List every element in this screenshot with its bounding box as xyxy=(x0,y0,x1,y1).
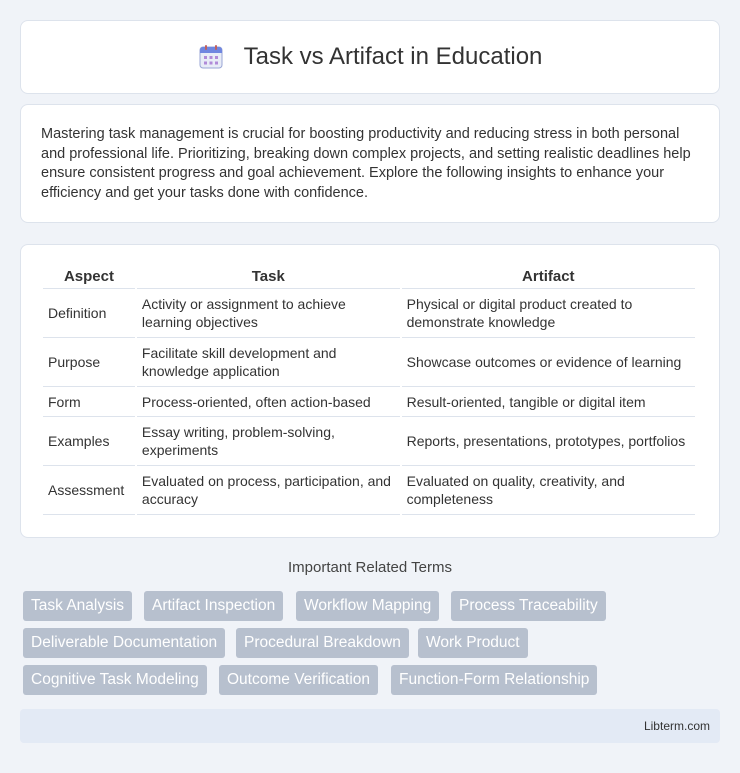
table-row xyxy=(43,387,695,417)
table-cell-task: Evaluated on process, participation, and accuracy xyxy=(137,466,400,515)
related-term-tag[interactable]: Workflow Mapping xyxy=(296,591,439,621)
table-cell-aspect: Definition xyxy=(43,289,135,338)
related-term-tag[interactable]: Artifact Inspection xyxy=(144,591,283,621)
page-title: Task vs Artifact in Education xyxy=(243,43,543,70)
table-row xyxy=(43,338,695,387)
table-cell-task: Process-oriented, often action-based xyxy=(137,387,400,417)
column-header-artifact: Artifact xyxy=(402,265,695,289)
table-cell-aspect: Assessment xyxy=(43,466,135,515)
column-header-aspect: Aspect xyxy=(43,265,135,289)
related-term-tag[interactable]: Work Product xyxy=(418,628,528,658)
intro-text: Mastering task management is crucial for boosting productivity and reducing stress in both personal and professional life. Prioritizing, breaking down complex projects, and setting realistic deadlines help ensure consistent progress and goal achievement. Explore the following insights to enhance your efficiency and get your tasks done with confidence. xyxy=(41,126,691,201)
footer xyxy=(20,709,720,743)
related-term-tag[interactable]: Outcome Verification xyxy=(219,665,378,695)
table-cell-artifact: Result-oriented, tangible or digital item xyxy=(402,387,695,417)
table-row xyxy=(43,417,695,466)
related-term-tag[interactable]: Deliverable Documentation xyxy=(23,628,225,658)
comparison-table-card xyxy=(20,244,720,538)
table-cell-task: Facilitate skill development and knowledge application xyxy=(137,338,400,387)
related-term-tag[interactable]: Cognitive Task Modeling xyxy=(23,665,207,695)
table-cell-artifact: Evaluated on quality, creativity, and completeness xyxy=(402,466,695,515)
related-terms-title: Important Related Terms xyxy=(288,559,452,576)
table-cell-aspect: Examples xyxy=(43,417,135,466)
table-row xyxy=(43,289,695,338)
calendar-icon xyxy=(198,44,224,70)
related-term-tag[interactable]: Process Traceability xyxy=(451,591,606,621)
table-cell-artifact: Reports, presentations, prototypes, portfolios xyxy=(402,417,695,466)
table-cell-task: Essay writing, problem-solving, experiments xyxy=(137,417,400,466)
table-cell-aspect: Form xyxy=(43,387,135,417)
table-row xyxy=(43,466,695,515)
table-cell-task: Activity or assignment to achieve learning objectives xyxy=(137,289,400,338)
related-term-tag[interactable]: Function-Form Relationship xyxy=(391,665,597,695)
related-term-tag[interactable]: Procedural Breakdown xyxy=(236,628,409,658)
related-term-tag[interactable]: Task Analysis xyxy=(23,591,132,621)
column-header-task: Task xyxy=(137,265,400,289)
footer-site-link[interactable]: Libterm.com xyxy=(643,719,710,733)
header-card xyxy=(20,20,720,94)
table-cell-artifact: Showcase outcomes or evidence of learning xyxy=(402,338,695,387)
comparison-table xyxy=(41,265,697,515)
table-header-row xyxy=(43,265,695,289)
table-cell-aspect: Purpose xyxy=(43,338,135,387)
table-cell-artifact: Physical or digital product created to demonstrate knowledge xyxy=(402,289,695,338)
intro-card xyxy=(20,104,720,223)
